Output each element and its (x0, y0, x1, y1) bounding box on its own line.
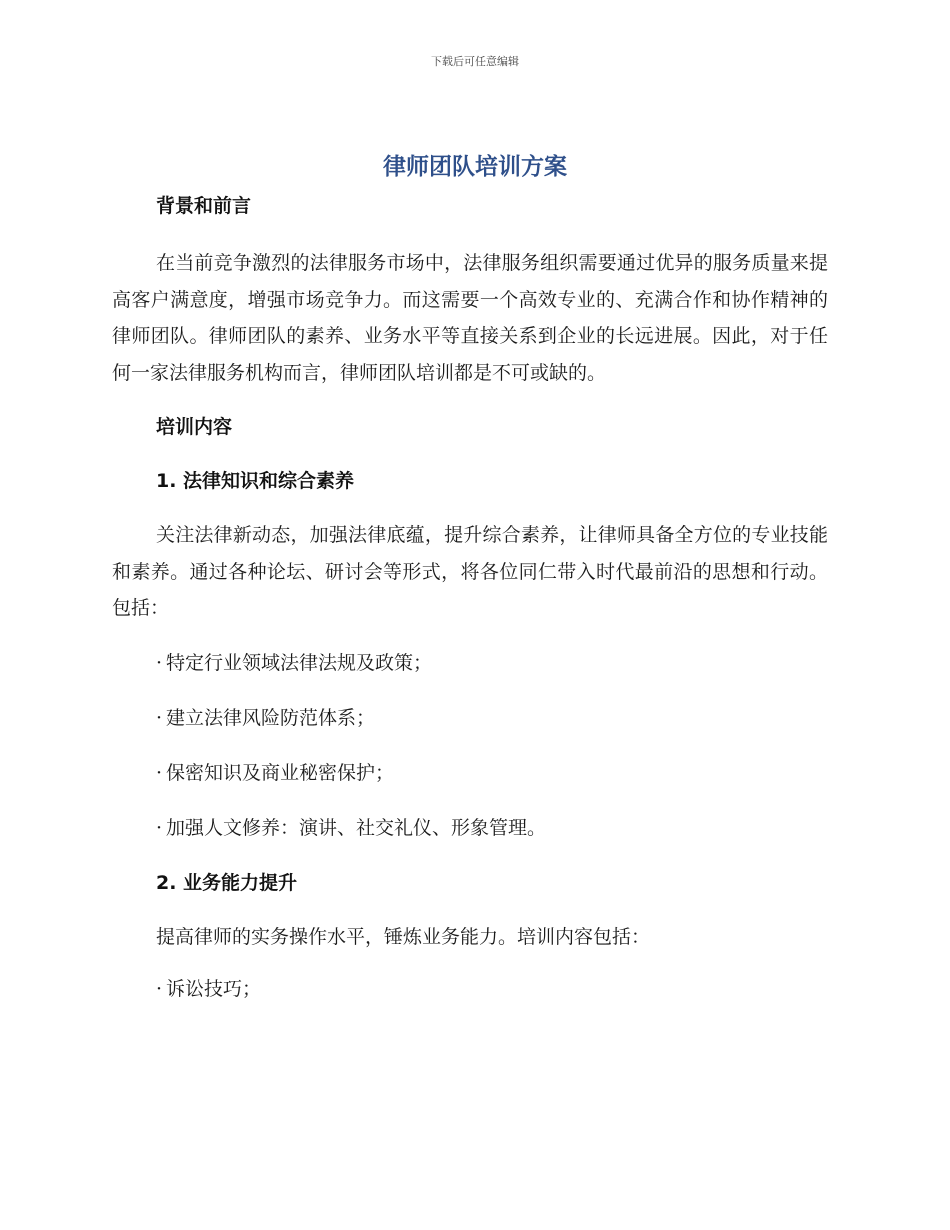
bullet-icon: · (156, 706, 163, 729)
bullet-icon: · (156, 816, 163, 839)
list-item-text: 特定行业领域法律法规及政策； (166, 651, 433, 674)
list-item (112, 757, 828, 789)
list-item (112, 812, 828, 844)
list-item-text: 保密知识及商业秘密保护； (166, 761, 395, 784)
list-item-text: 加强人文修养：演讲、社交礼仪、形象管理。 (166, 816, 547, 839)
list-item (112, 973, 828, 1005)
business-skills-paragraph: 提高律师的实务操作水平，锤炼业务能力。培训内容包括： (156, 925, 651, 948)
bullet-icon: · (156, 651, 163, 674)
header-note: 下载后可任意编辑 (431, 55, 519, 68)
legal-knowledge-paragraph: 关注法律新动态，加强法律底蕴，提升综合素养，让律师具备全方位的专业技能和素养。通过各种论坛、研讨会等形式，将各位同仁带入时代最前沿的思想和行动。包括： (112, 524, 828, 619)
document-title: 律师团队培训方案 (383, 154, 567, 180)
list-item (112, 702, 828, 734)
list-item-text: 诉讼技巧； (166, 978, 262, 1000)
section-heading-training-content: 培训内容 (156, 416, 233, 438)
subsection-heading-legal-knowledge: 1. 法律知识和综合素养 (156, 470, 355, 492)
subsection-heading-business-skills: 2. 业务能力提升 (156, 871, 298, 894)
list-item-text: 建立法律风险防范体系； (166, 706, 376, 729)
bullet-icon: · (156, 761, 163, 784)
background-paragraph: 在当前竞争激烈的法律服务市场中，法律服务组织需要通过优异的服务质量来提高客户满意度，增强市场竞争力。而这需要一个高效专业的、充满合作和协作精神的律师团队。律师团队的素养、业务水平等直接关系到企业的长远进展。因此，对于任何一家法律服务机构而言，律师团队培训都是不可或缺的。 (112, 252, 828, 384)
list-item (112, 647, 828, 679)
document-body (112, 190, 828, 1005)
section-heading-background: 背景和前言 (156, 195, 252, 217)
bullet-icon: · (156, 978, 163, 1000)
